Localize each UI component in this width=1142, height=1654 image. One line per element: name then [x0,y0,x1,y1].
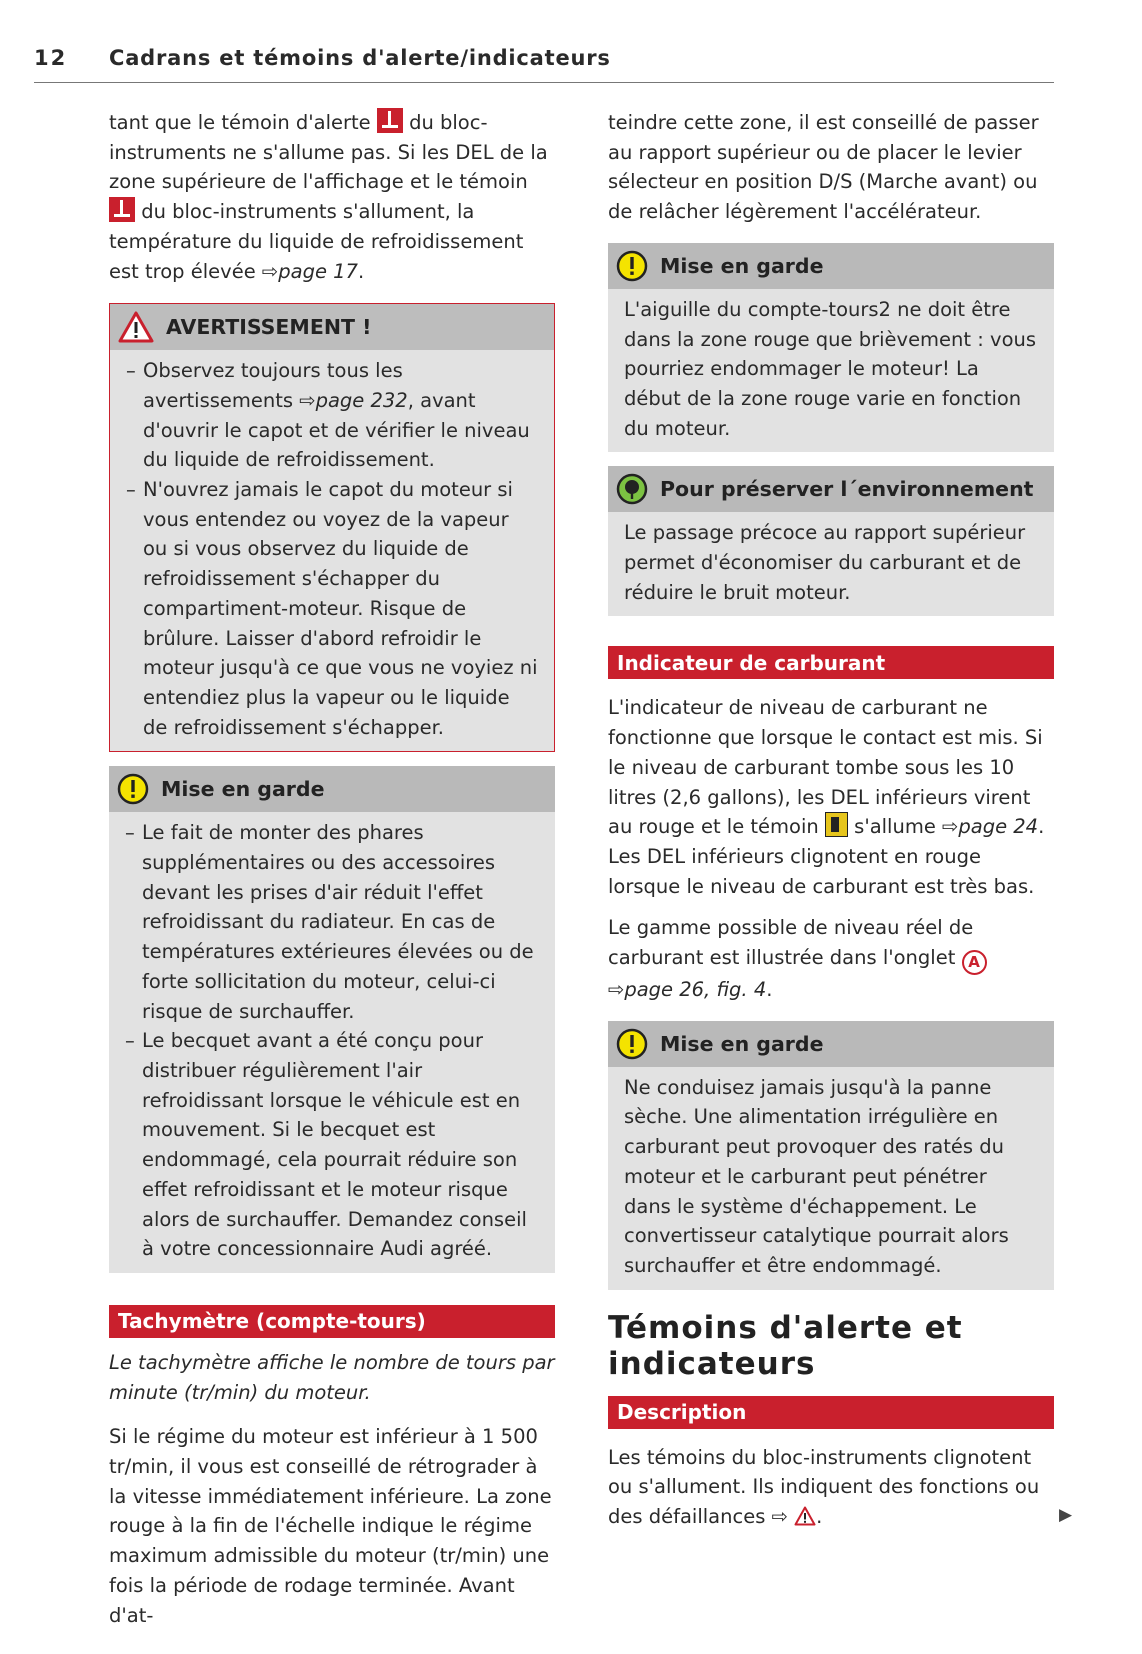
continue-arrow-icon: ▶ [1059,1505,1073,1525]
list-item: – Le fait de monter des phares supplémentaires ou des accessoires devant les prises d'air réduit l'effet refroidissant du radiateur. En cas de températures extérieures élevées ou de forte sollicitation du moteur, celui-ci risque de surchauffer. [125,821,534,1023]
tach-lead: Le tachymètre affiche le nombre de tours par minute (tr/min) du moteur. [109,1350,555,1404]
caution-box-header [608,1021,1054,1067]
page-reference[interactable]: page 232 [315,388,408,412]
warning-box [109,303,555,752]
page-title: Cadrans et témoins d'alerte/indicateurs [109,46,611,70]
intro-paragraph: tant que le témoin d'alerte du bloc-instruments ne s'allume pas. Si les DEL de la zone supérieure de l'affichage et le témoin du bloc-instruments s'allument, la température du liquide de refroidissement est trop élevée ⇨page 17. [109,108,555,286]
warning-box-header [110,304,554,350]
caution-body: Ne conduisez jamais jusqu'à la panne sèche. Une alimentation irrégulière en carburant peut provoquer des ratés du moteur et le carburant peut pénétrer dans le système d'échappement. Le convertisseur catalytique pourrait alors surchauffer et être endommagé. [624,1075,1009,1277]
caution-body [109,812,555,1273]
warning-triangle-icon [118,311,154,343]
caution-title: Mise en garde [660,1031,824,1056]
fuel-pump-icon [825,812,848,837]
tab-a-icon: A [962,950,987,975]
fuel-paragraph-2: Le gamme possible de niveau réel de carburant est illustrée dans l'onglet A ⇨page 26, fig. 4. [608,913,1054,1004]
description-paragraph: Les témoins du bloc-instruments clignotent ou s'allument. Ils indiquent des fonctions ou des défaillances ⇨ . [608,1445,1040,1529]
caution-body: L'aiguille du compte-tours2 ne doit être dans la zone rouge que brièvement : vous pourriez endommager le moteur! La début de la zone rouge varie en fonction du moteur. [624,297,1037,440]
coolant-warning-icon [109,197,135,222]
environment-title: Pour préserver l´environnement [660,477,1034,502]
page-header [34,46,1054,83]
environment-box-header [608,466,1054,512]
warning-body [110,350,554,751]
right-column [608,108,1054,1532]
caution-box-header [109,766,555,812]
continued-paragraph: teindre cette zone, il est conseillé de passer au rapport supérieur ou de placer le levier sélecteur en position D/S (Marche avant) ou de relâcher légèrement l'accélérateur. [608,111,1039,224]
caution-title: Mise en garde [161,777,325,802]
page-reference[interactable]: page 26, fig. 4 [624,978,767,1002]
caution-icon [117,773,149,805]
page-reference[interactable]: page 17 [278,259,358,283]
caution-box [109,766,555,1273]
section-heading: Témoins d'alerte et indicateurs [608,1309,963,1382]
environment-body: Le passage précoce au rapport supérieur permet d'économiser du carburant et de réduire le bruit moteur. [624,521,1026,604]
ref-arrow-icon: ⇨ [608,978,625,1002]
tach-body: Si le régime du moteur est inférieur à 1 500 tr/min, il vous est conseillé de rétrograder à la vitesse immédiatement inférieure. La zone rouge à la fin de l'échelle indique le régime maximum admissible du moteur (tr/min) une fois la période de rodage terminée. Avant d'at- [109,1425,552,1627]
caution-title: Mise en garde [660,253,824,278]
caution-box [608,1021,1054,1290]
caution-icon [616,250,648,282]
page-number: 12 [34,46,68,70]
coolant-warning-icon [377,108,403,133]
warning-title: AVERTISSEMENT ! [166,315,372,340]
environment-tree-icon [616,473,648,505]
ref-arrow-icon: ⇨ [261,259,279,283]
ref-arrow-icon: ⇨ [299,388,316,412]
fuel-paragraph-1: L'indicateur de niveau de carburant ne fonctionne que lorsque le contact est mis. Si le niveau de carburant tombe sous les 10 litres (2,6 gallons), les DEL inférieurs virent au rouge et le témoin s'allume ⇨page 24. Les DEL inférieurs clignotent en rouge lorsque le niveau de carburant est très bas. [608,696,1045,898]
caution-icon [616,1028,648,1060]
section-bar-tachymetre: Tachymètre (compte-tours) [109,1305,555,1338]
left-column [109,108,555,1630]
section-bar-description: Description [608,1396,1054,1429]
caution-box [608,243,1054,453]
ref-arrow-icon: ⇨ [942,815,959,839]
ref-arrow-icon: ⇨ [771,1505,788,1529]
section-bar-carburant: Indicateur de carburant [608,646,1054,679]
warning-triangle-icon[interactable] [794,1506,816,1526]
caution-box-header [608,243,1054,289]
page-reference[interactable]: page 24 [958,815,1039,839]
environment-box [608,466,1054,616]
list-item: – N'ouvrez jamais le capot du moteur si vous entendez ou voyez de la vapeur ou si vous observez du liquide de refroidissement s'échapper du compartiment-moteur. Risque de brûlure. Laisser d'abord refroidir le moteur jusqu'à ce que vous ne voyiez ni entendiez plus la vapeur ou le liquide de refroidissement s'échapper. [126,478,538,739]
list-item: – Observez toujours tous les avertissements ⇨page 232, avant d'ouvrir le capot et de vérifier le niveau du liquide de refroidissement. [126,359,530,472]
list-item: – Le becquet avant a été conçu pour distribuer régulièrement l'air refroidissant lorsque le véhicule est en mouvement. Si le becquet est endommagé, cela pourrait réduire son effet refroidissant et le moteur risque alors de surchauffer. Demandez conseil à votre concessionnaire Audi agréé. [125,1029,527,1261]
